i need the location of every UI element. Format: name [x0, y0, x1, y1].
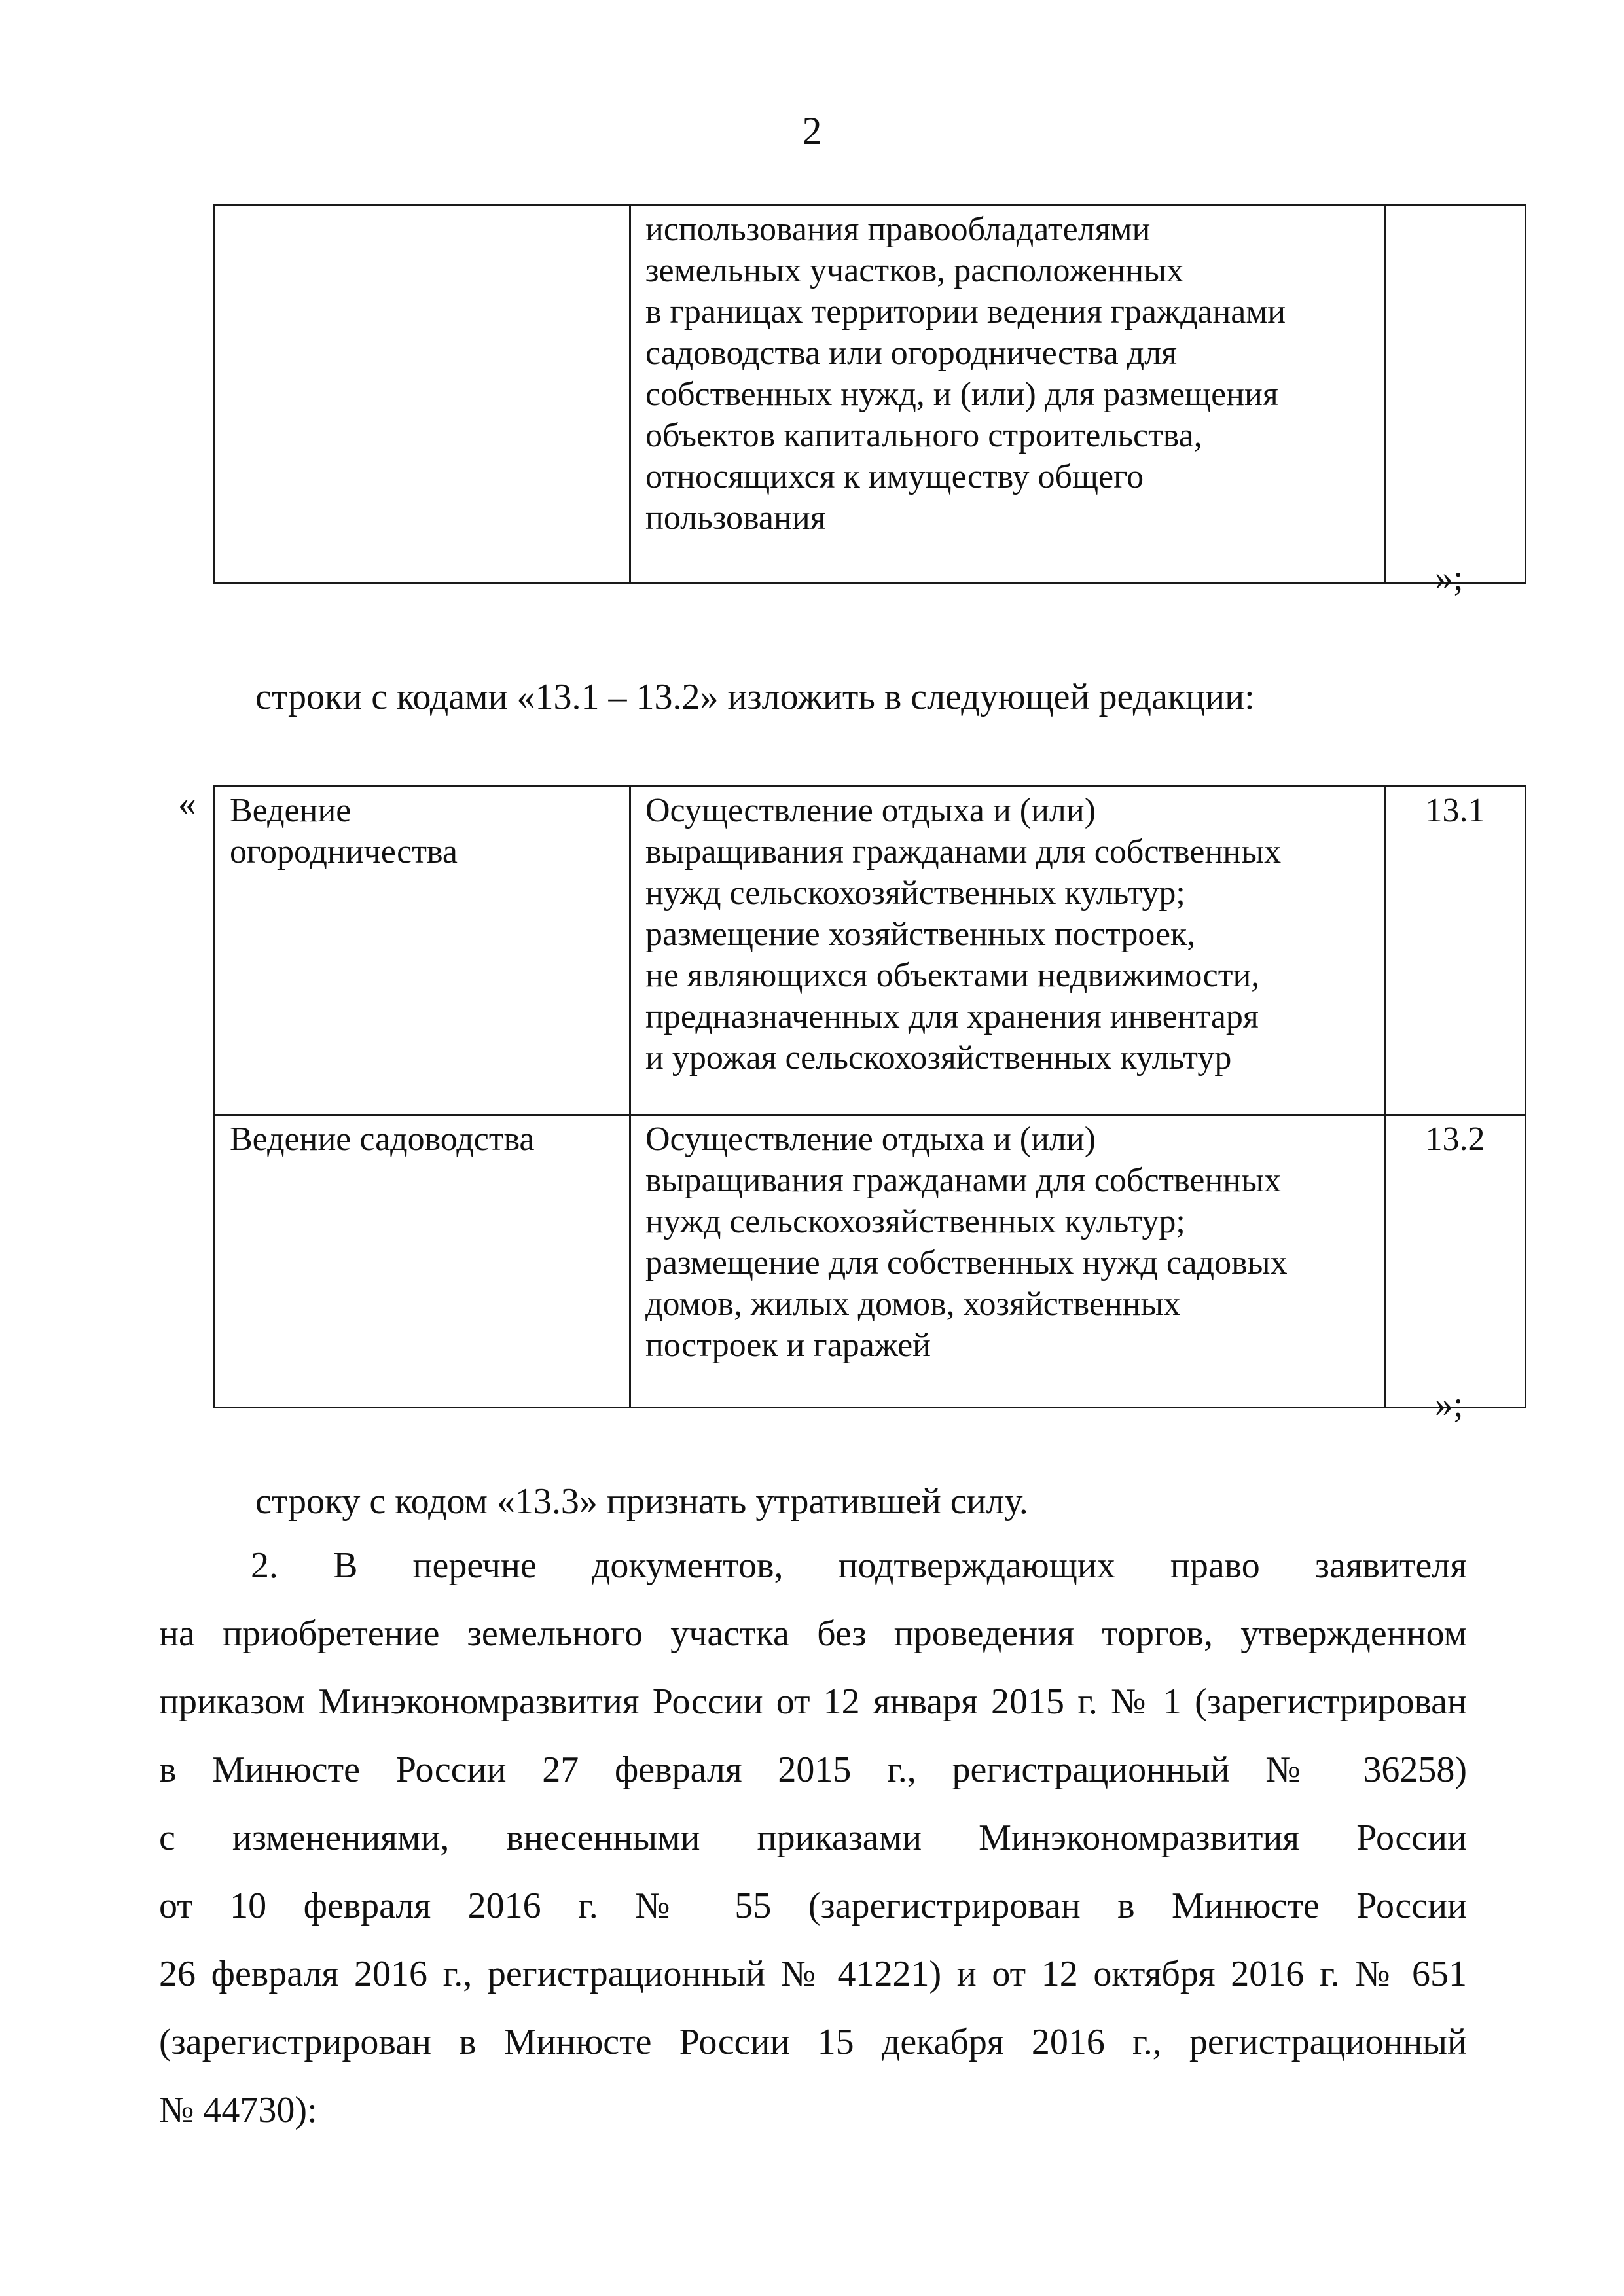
paragraph-line: № 44730):: [159, 2090, 317, 2130]
cell-line: использования правообладателями: [645, 211, 1151, 248]
paragraph-line: с изменениями, внесенными приказами Минэкономразвития России: [159, 1818, 1467, 1858]
table-continuation: [213, 204, 1526, 584]
paragraph-2: [159, 1532, 1467, 2144]
table-row: [215, 206, 1526, 583]
cell-line: Ведение: [230, 792, 352, 829]
page-number: 2: [802, 109, 822, 152]
cell-line: пользования: [645, 499, 826, 537]
cell-line: нужд сельскохозяйственных культур;: [645, 1203, 1185, 1240]
paragraph-line: 26 февраля 2016 г., регистрационный № 41221) и от 12 октября 2016 г. № 651: [159, 1954, 1467, 1994]
paragraph-line: 2. В перечне документов, подтверждающих право заявителя: [251, 1545, 1467, 1586]
cell-line: Осуществление отдыха и (или): [645, 792, 1096, 829]
cell-line: земельных участков, расположенных: [645, 252, 1184, 289]
cell-line: относящихся к имуществу общего: [645, 458, 1144, 495]
closing-quote: »;: [1435, 1384, 1464, 1425]
table-cell-name: [215, 787, 630, 1115]
closing-quote: »;: [1435, 558, 1464, 598]
cell-line: выращивания гражданами для собственных: [645, 833, 1282, 870]
table-cell-code: [1385, 206, 1526, 583]
cell-line: собственных нужд, и (или) для размещения: [645, 376, 1278, 413]
cell-line: объектов капитального строительства,: [645, 417, 1202, 454]
paragraph-line: в Минюсте России 27 февраля 2015 г., регистрационный № 36258): [159, 1749, 1467, 1790]
table-cell-description: [630, 1115, 1385, 1408]
table-cell-description: [630, 206, 1385, 583]
void-line: строку с кодом «13.3» признать утратившей силу.: [255, 1481, 1028, 1522]
cell-line: размещение для собственных нужд садовых: [645, 1244, 1288, 1282]
table-cell-name: [215, 1115, 630, 1408]
table-cell-name: [215, 206, 630, 583]
cell-line: построек и гаражей: [645, 1327, 931, 1364]
cell-line: и урожая сельскохозяйственных культур: [645, 1039, 1232, 1077]
table-cell-description: [630, 787, 1385, 1115]
table-cell-code: 13.2: [1385, 1115, 1526, 1408]
cell-line: огородничества: [230, 833, 458, 870]
cell-line: в границах территории ведения гражданами: [645, 293, 1286, 331]
paragraph-line: от 10 февраля 2016 г. № 55 (зарегистрирован в Минюсте России: [159, 1886, 1467, 1926]
cell-line: выращивания гражданами для собственных: [645, 1162, 1282, 1199]
intro-line: строки с кодами «13.1 – 13.2» изложить в следующей редакции:: [255, 677, 1255, 717]
paragraph-line: приказом Минэкономразвития России от 12 января 2015 г. № 1 (зарегистрирован: [159, 1681, 1467, 1722]
opening-quote: «: [178, 783, 196, 824]
cell-line: садоводства или огородничества для: [645, 334, 1178, 372]
cell-line: Ведение садоводства: [230, 1121, 535, 1158]
cell-line: размещение хозяйственных построек,: [645, 916, 1196, 953]
cell-line: домов, жилых домов, хозяйственных: [645, 1285, 1181, 1323]
cell-line: Осуществление отдыха и (или): [645, 1121, 1096, 1158]
cell-line: предназначенных для хранения инвентаря: [645, 998, 1259, 1035]
paragraph-line: (зарегистрирован в Минюсте России 15 декабря 2016 г., регистрационный: [159, 2022, 1467, 2062]
table-new-rows: [213, 785, 1526, 1408]
table-row: [215, 1115, 1526, 1408]
paragraph-line: на приобретение земельного участка без проведения торгов, утвержденном: [159, 1613, 1467, 1654]
table-row: [215, 787, 1526, 1115]
table-cell-code: 13.1: [1385, 787, 1526, 1115]
cell-line: нужд сельскохозяйственных культур;: [645, 874, 1185, 912]
cell-line: не являющихся объектами недвижимости,: [645, 957, 1260, 994]
